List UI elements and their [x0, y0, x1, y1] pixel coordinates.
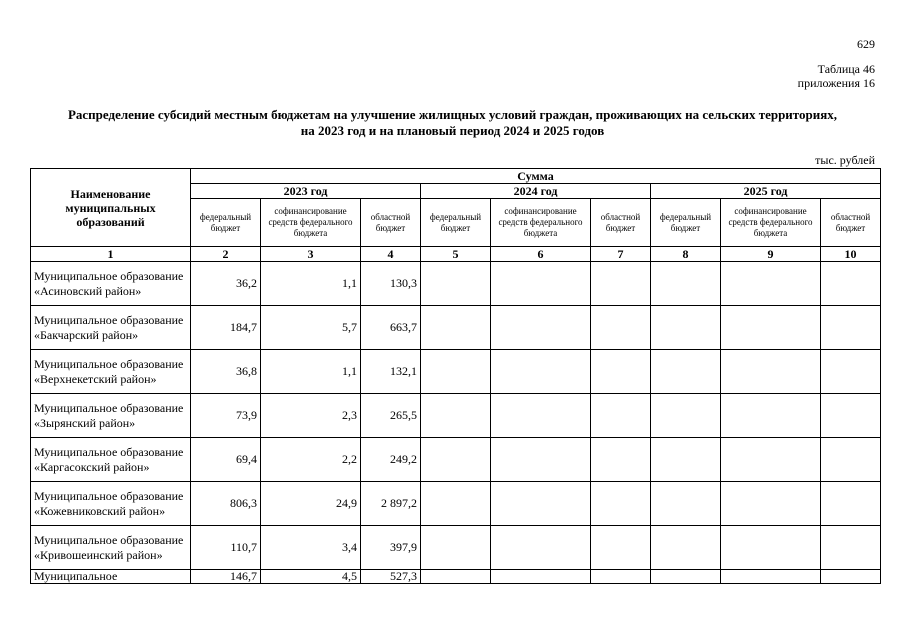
- column-number: 9: [721, 247, 821, 262]
- municipality-name: Муниципальное образование «Зырянский район»: [31, 394, 191, 438]
- column-number: 4: [361, 247, 421, 262]
- value-cell: [721, 526, 821, 570]
- subheader-cofinancing: софинансирование средств федерального бюджета: [721, 199, 821, 247]
- value-cell: 2,3: [261, 394, 361, 438]
- municipality-name: Муниципальное: [31, 570, 191, 584]
- column-number: 7: [591, 247, 651, 262]
- value-cell: 265,5: [361, 394, 421, 438]
- value-cell: [491, 394, 591, 438]
- title-line2: на 2023 год и на плановый период 2024 и 2025 годов: [300, 123, 605, 138]
- value-cell: [721, 394, 821, 438]
- subheader-cofinancing: софинансирование средств федерального бюджета: [261, 199, 361, 247]
- table-ref-line2: приложения 16: [797, 76, 875, 90]
- value-cell: 24,9: [261, 482, 361, 526]
- value-cell: 130,3: [361, 262, 421, 306]
- value-cell: [491, 306, 591, 350]
- municipality-name: Муниципальное образование «Верхнекетский район»: [31, 350, 191, 394]
- value-cell: [821, 438, 881, 482]
- value-cell: [651, 306, 721, 350]
- value-cell: [821, 350, 881, 394]
- value-cell: 663,7: [361, 306, 421, 350]
- table-reference: [798, 62, 875, 90]
- subheader-cofinancing: софинансирование средств федерального бюджета: [491, 199, 591, 247]
- value-cell: [421, 482, 491, 526]
- value-cell: [491, 438, 591, 482]
- column-number: 5: [421, 247, 491, 262]
- name-header: Наименование муниципальных образований: [31, 169, 191, 247]
- column-number: 1: [31, 247, 191, 262]
- column-number: 3: [261, 247, 361, 262]
- year-header-2024: 2024 год: [421, 184, 651, 199]
- title-line1: Распределение субсидий местным бюджетам на улучшение жилищных условий граждан, проживающих на сельских территориях,: [67, 107, 838, 122]
- municipality-name: Муниципальное образование «Асиновский район»: [31, 262, 191, 306]
- value-cell: [821, 262, 881, 306]
- value-cell: [491, 526, 591, 570]
- value-cell: 1,1: [261, 262, 361, 306]
- value-cell: [591, 482, 651, 526]
- value-cell: [721, 570, 821, 584]
- value-cell: 249,2: [361, 438, 421, 482]
- subheader-federal: федеральный бюджет: [421, 199, 491, 247]
- document-title: [0, 107, 905, 139]
- page-number: 629: [857, 37, 875, 51]
- year-header-2023: 2023 год: [191, 184, 421, 199]
- value-cell: [491, 350, 591, 394]
- value-cell: 2 897,2: [361, 482, 421, 526]
- column-number: 10: [821, 247, 881, 262]
- subheader-federal: федеральный бюджет: [651, 199, 721, 247]
- value-cell: 132,1: [361, 350, 421, 394]
- table-row: [31, 350, 881, 394]
- value-cell: [721, 306, 821, 350]
- value-cell: 3,4: [261, 526, 361, 570]
- value-cell: [421, 262, 491, 306]
- value-cell: 69,4: [191, 438, 261, 482]
- column-number-row: [31, 247, 881, 262]
- year-header-2025: 2025 год: [651, 184, 881, 199]
- table-row: [31, 482, 881, 526]
- municipality-name: Муниципальное образование «Каргасокский район»: [31, 438, 191, 482]
- value-cell: 110,7: [191, 526, 261, 570]
- value-cell: [591, 306, 651, 350]
- value-cell: 397,9: [361, 526, 421, 570]
- table-row: [31, 306, 881, 350]
- value-cell: [591, 394, 651, 438]
- value-cell: 1,1: [261, 350, 361, 394]
- unit-label: тыс. рублей: [815, 153, 875, 167]
- column-number: 2: [191, 247, 261, 262]
- value-cell: [821, 306, 881, 350]
- subsidy-table: [30, 168, 881, 584]
- table-row: [31, 570, 881, 584]
- value-cell: [591, 526, 651, 570]
- value-cell: [721, 438, 821, 482]
- value-cell: [651, 394, 721, 438]
- value-cell: 5,7: [261, 306, 361, 350]
- subheader-regional: областной бюджет: [591, 199, 651, 247]
- municipality-name: Муниципальное образование «Кожевниковский район»: [31, 482, 191, 526]
- value-cell: [821, 526, 881, 570]
- table-row: [31, 394, 881, 438]
- value-cell: [591, 350, 651, 394]
- value-cell: [591, 570, 651, 584]
- municipality-name: Муниципальное образование «Бакчарский район»: [31, 306, 191, 350]
- value-cell: [721, 482, 821, 526]
- value-cell: 527,3: [361, 570, 421, 584]
- value-cell: [821, 570, 881, 584]
- value-cell: [651, 482, 721, 526]
- value-cell: [421, 438, 491, 482]
- column-number: 6: [491, 247, 591, 262]
- value-cell: 36,8: [191, 350, 261, 394]
- value-cell: [421, 570, 491, 584]
- value-cell: [591, 438, 651, 482]
- table-row: [31, 438, 881, 482]
- value-cell: [421, 394, 491, 438]
- value-cell: [421, 526, 491, 570]
- value-cell: [651, 350, 721, 394]
- value-cell: 36,2: [191, 262, 261, 306]
- value-cell: [651, 262, 721, 306]
- table-row: [31, 262, 881, 306]
- value-cell: 184,7: [191, 306, 261, 350]
- subheader-regional: областной бюджет: [821, 199, 881, 247]
- value-cell: [421, 350, 491, 394]
- table-ref-line1: Таблица 46: [817, 62, 875, 76]
- value-cell: [821, 482, 881, 526]
- value-cell: 2,2: [261, 438, 361, 482]
- value-cell: [591, 262, 651, 306]
- value-cell: [821, 394, 881, 438]
- subheader-regional: областной бюджет: [361, 199, 421, 247]
- value-cell: [491, 482, 591, 526]
- subheader-federal: федеральный бюджет: [191, 199, 261, 247]
- value-cell: [421, 306, 491, 350]
- value-cell: 73,9: [191, 394, 261, 438]
- value-cell: [491, 570, 591, 584]
- value-cell: [651, 570, 721, 584]
- municipality-name: Муниципальное образование «Кривошеинский район»: [31, 526, 191, 570]
- value-cell: [651, 526, 721, 570]
- table-row: [31, 526, 881, 570]
- sum-header: Сумма: [191, 169, 881, 184]
- value-cell: [721, 350, 821, 394]
- value-cell: [651, 438, 721, 482]
- value-cell: 146,7: [191, 570, 261, 584]
- column-number: 8: [651, 247, 721, 262]
- value-cell: 806,3: [191, 482, 261, 526]
- value-cell: 4,5: [261, 570, 361, 584]
- value-cell: [491, 262, 591, 306]
- value-cell: [721, 262, 821, 306]
